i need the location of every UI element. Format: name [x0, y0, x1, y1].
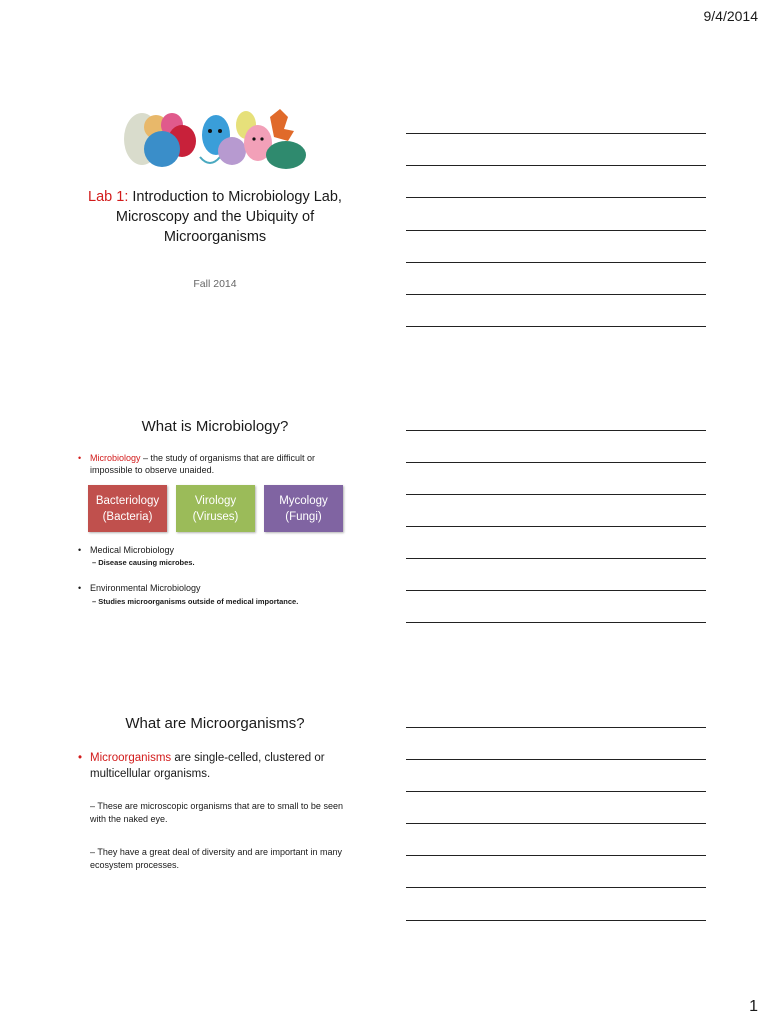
box-label: Bacteriology — [95, 494, 160, 507]
slide-what-are-microorganisms — [70, 705, 360, 935]
note-line — [406, 430, 706, 431]
box-label: Virology — [194, 494, 237, 507]
box-sublabel: (Fungi) — [285, 510, 322, 523]
bullet-text: Environmental Microbiology — [90, 583, 201, 593]
slide3-title: What are Microorganisms? — [125, 715, 305, 732]
date-header: 9/4/2014 — [703, 8, 758, 24]
term-microorganisms: Microorganisms — [90, 752, 172, 764]
note-line — [406, 197, 706, 198]
note-line — [406, 294, 706, 295]
branch-boxes — [88, 485, 348, 533]
note-line — [406, 262, 706, 263]
bullet-text: are single-celled, clustered or multicellular organisms. — [90, 752, 325, 780]
box-virology — [176, 485, 255, 532]
note-line — [406, 526, 706, 527]
bullet-dot: • — [78, 453, 82, 463]
note-line — [406, 230, 706, 231]
note-line — [406, 590, 706, 591]
slide3-subbullet-2: – They have a great deal of diversity and are important in many ecosystem processes. — [90, 847, 342, 870]
bullet-dot: • — [78, 752, 83, 764]
slide2-subbullet-3: – Studies microorganisms outside of medical importance. — [92, 597, 299, 606]
note-line — [406, 494, 706, 495]
term-microbiology: Microbiology — [90, 453, 141, 463]
note-line — [406, 558, 706, 559]
slide1-title-rest: Introduction to Microbiology Lab, Microscopy and the Ubiquity of Microorganisms — [115, 189, 342, 245]
note-line — [406, 791, 706, 792]
microbe-plush-image — [120, 105, 310, 177]
note-line — [406, 920, 706, 921]
note-line — [406, 823, 706, 824]
bullet-text: – the study of organisms that are difficult or impossible to observe unaided. — [90, 453, 315, 475]
slide3-subbullet-1: – These are microscopic organisms that are to small to be seen with the naked eye. — [90, 801, 343, 824]
note-line — [406, 759, 706, 760]
slide1-subtitle: Fall 2014 — [193, 278, 237, 290]
slide-title-lab1 — [70, 100, 360, 310]
note-line — [406, 855, 706, 856]
slide2-bullet-3 — [78, 582, 350, 594]
slide1-title — [70, 187, 360, 247]
box-sublabel: (Bacteria) — [102, 510, 153, 523]
slide3-bullet-1 — [78, 750, 353, 782]
slide2-bullet-2 — [78, 544, 350, 556]
bullet-text: Medical Microbiology — [90, 545, 175, 555]
box-mycology — [264, 485, 343, 532]
slide2-bullet-1 — [78, 452, 350, 476]
slide-what-is-microbiology — [70, 408, 360, 638]
note-line — [406, 165, 706, 166]
box-bacteriology — [88, 485, 167, 532]
slide2-title: What is Microbiology? — [141, 418, 289, 435]
bullet-dot: • — [78, 583, 82, 593]
note-line — [406, 727, 706, 728]
bullet-dot: • — [78, 545, 82, 555]
note-line — [406, 133, 706, 134]
slide1-title-prefix: Lab 1: — [88, 189, 129, 205]
page-number: 1 — [749, 998, 758, 1015]
box-label: Mycology — [279, 494, 328, 507]
slide2-subbullet-2: – Disease causing microbes. — [92, 558, 195, 567]
note-line — [406, 622, 706, 623]
note-line — [406, 462, 706, 463]
box-sublabel: (Viruses) — [192, 510, 239, 523]
note-line — [406, 887, 706, 888]
note-line — [406, 326, 706, 327]
